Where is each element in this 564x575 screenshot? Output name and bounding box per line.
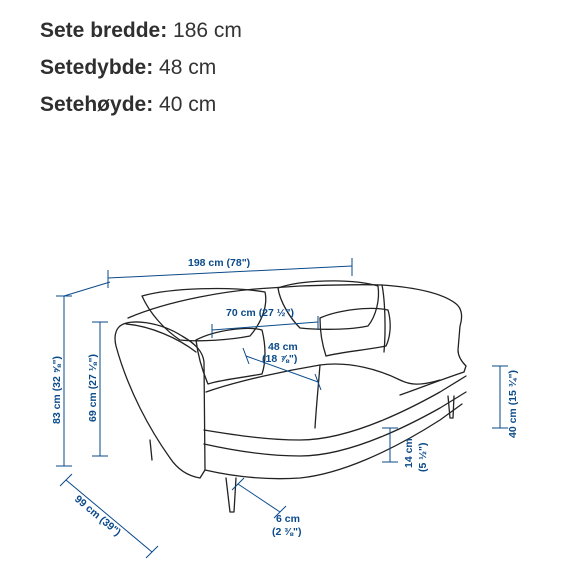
throw-pillow-left bbox=[196, 328, 265, 384]
throw-pillow-right bbox=[320, 308, 390, 356]
dim-seat-width: 70 cm (27 ½") bbox=[226, 307, 295, 319]
dim-leg-height-in: (5 ½") bbox=[417, 442, 429, 472]
spec-value: 186 cm bbox=[173, 19, 242, 42]
back-cushion-right bbox=[278, 281, 379, 329]
dim-leg-height-cm: 14 cm bbox=[403, 438, 415, 468]
dim-total-height: 83 cm (32 ⅝") bbox=[51, 355, 63, 424]
dim-leg-offset-cm: 6 cm bbox=[276, 513, 300, 525]
dim-seat-depth-in: (18 ⅞") bbox=[262, 353, 298, 365]
spec-label: Setedybde: bbox=[40, 56, 154, 79]
dim-total-width: 198 cm (78") bbox=[188, 257, 251, 269]
right-arm bbox=[400, 303, 466, 395]
leg-front-left bbox=[226, 478, 236, 512]
spec-value: 40 cm bbox=[159, 93, 217, 116]
spec-value: 48 cm bbox=[159, 56, 217, 79]
dim-leg-offset-in: (2 ⅜") bbox=[272, 526, 302, 538]
leg-back-left bbox=[150, 440, 152, 460]
dim-back-height: 69 cm (27 ⅛") bbox=[87, 353, 99, 422]
spec-label: Setehøyde: bbox=[40, 93, 154, 116]
spec-label: Sete bredde: bbox=[40, 19, 168, 42]
dim-seat-height: 40 cm (15 ¾") bbox=[507, 369, 519, 438]
dim-depth: 99 cm (39") bbox=[72, 493, 123, 539]
dim-seat-depth-cm: 48 cm bbox=[268, 341, 298, 353]
